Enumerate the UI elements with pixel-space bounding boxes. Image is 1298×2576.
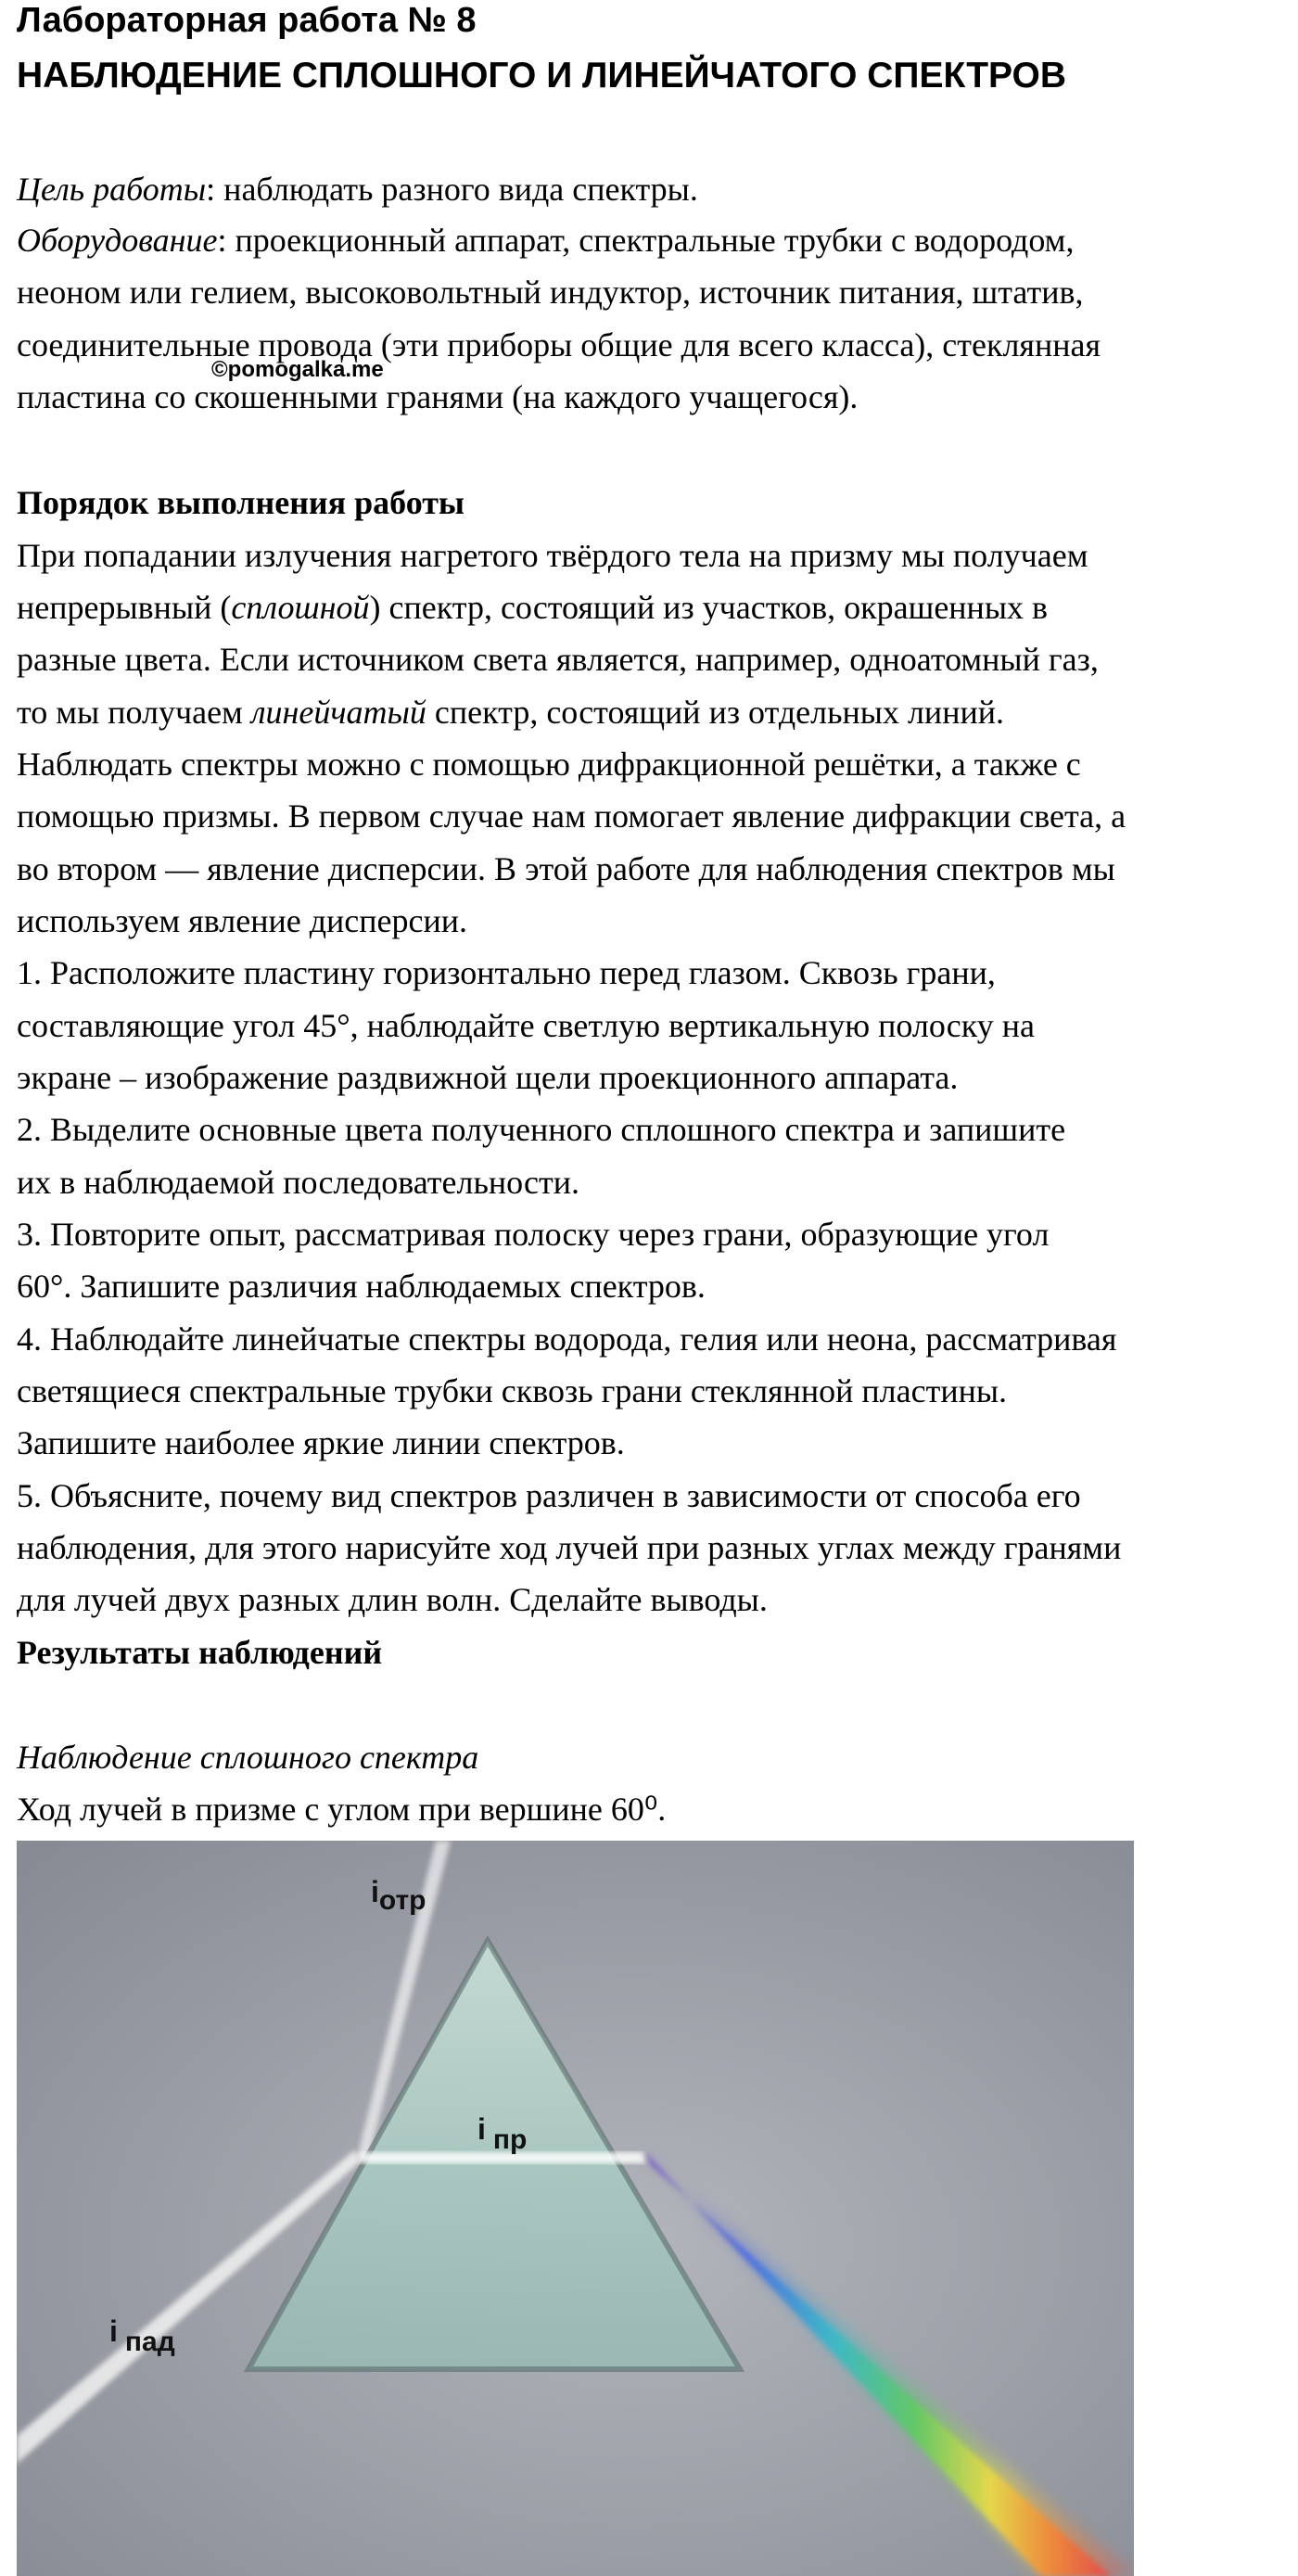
label-reflected: iотр [371,1875,426,1916]
equipment-line-3: соединительные провода (эти приборы общие для всего класса), стеклянная [17,326,1101,363]
label-refracted: i пр [477,2112,528,2155]
equipment-line-1: Оборудование: проекционный аппарат, спектральные трубки с водородом, [17,222,1075,259]
procedure-text-7: во втором — явление дисперсии. В этой работе для наблюдения спектров мы [17,850,1115,887]
step-1-line-1: 1. Расположите пластину горизонтально перед глазом. Сквозь грани, [17,954,996,991]
procedure-heading: Порядок выполнения работы [17,484,465,521]
equipment-line-4: пластина со скошенными гранями (на каждого учащегося). [17,378,859,415]
goal-line [17,169,698,210]
figure-caption: Ход лучей в призме с углом при вершине 60⁰. [17,1791,667,1828]
step-1-line-2: составляющие угол 45°, наблюдайте светлую вертикальную полоску на [17,1007,1035,1044]
goal-label: Цель работы [17,171,207,208]
results-heading: Результаты наблюдений [17,1634,383,1671]
procedure-text-6: помощью призмы. В первом случае нам помогает явление дифракции света, а [17,797,1126,835]
prism-diagram [17,1841,1134,2576]
procedure-text-1: При попадании излучения нагретого твёрдого тела на призму мы получаем [17,537,1088,574]
procedure-text-5: Наблюдать спектры можно с помощью дифракционной решётки, а также с [17,746,1081,783]
lab-title: Лабораторная работа № 8 [17,1,477,40]
step-3-line-1: 3. Повторите опыт, рассматривая полоску через грани, образующие угол [17,1216,1050,1253]
step-5-line-2: наблюдения, для этого нарисуйте ход лучей при разных углах между гранями [17,1529,1122,1566]
procedure-text-8: используем явление дисперсии. [17,902,468,939]
step-3-line-2: 60°. Запишите различия наблюдаемых спектров. [17,1268,706,1305]
step-5-line-1: 5. Объясните, почему вид спектров различен в зависимости от способа его [17,1477,1081,1514]
label-incident: i пад [109,2315,175,2357]
goal-text: : наблюдать разного вида спектры. [206,171,698,208]
lab-subtitle: НАБЛЮДЕНИЕ СПЛОШНОГО И ЛИНЕЙЧАТОГО СПЕКТРОВ [17,56,1067,96]
equipment-label: Оборудование [17,222,218,259]
results-subheading: Наблюдение сплошного спектра [17,1739,479,1776]
procedure-text-4: то мы получаем линейчатый спектр, состоящий из отдельных линий. [17,694,1004,731]
procedure-text-2: непрерывный (сплошной) спектр, состоящий из участков, окрашенных в [17,589,1049,626]
watermark: ©pomogalka.me [211,357,384,382]
step-4-line-2: светящиеся спектральные трубки сквозь грани стеклянной пластины. [17,1372,1008,1409]
step-5-line-3: для лучей двух разных длин волн. Сделайте выводы. [17,1581,768,1618]
procedure-text-3: разные цвета. Если источником света является, например, одноатомный газ, [17,641,1099,678]
equipment-line-2: неоном или гелием, высоковольтный индуктор, источник питания, штатив, [17,274,1084,311]
prism-figure [17,1841,1134,2576]
step-4-line-1: 4. Наблюдайте линейчатые спектры водорода, гелия или неона, рассматривая [17,1320,1117,1358]
step-2-line-1: 2. Выделите основные цвета полученного сплошного спектра и запишите [17,1111,1066,1148]
step-4-line-3: Запишите наиболее яркие линии спектров. [17,1424,625,1461]
step-1-line-3: экране – изображение раздвижной щели проекционного аппарата. [17,1059,959,1096]
step-2-line-2: их в наблюдаемой последовательности. [17,1164,580,1201]
